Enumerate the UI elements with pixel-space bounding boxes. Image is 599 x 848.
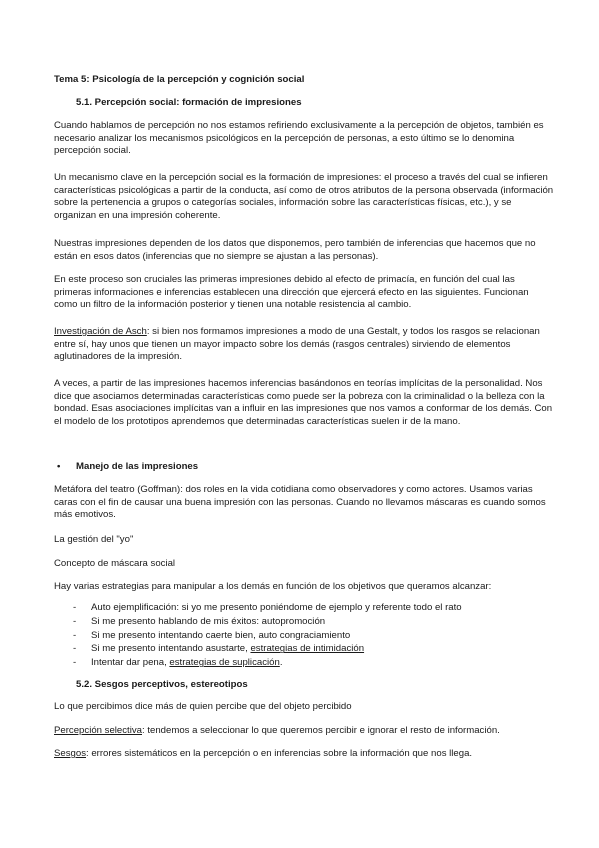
dash-icon: - — [73, 643, 77, 655]
link-intimidacion: estrategias de intimidación — [250, 643, 365, 655]
link-suplicacion: estrategias de suplicación — [169, 657, 280, 669]
bullet-text: Manejo de las impresiones — [76, 461, 199, 472]
strategies-list — [54, 602, 554, 671]
document-title: Tema 5: Psicología de la percepción y cognición social — [54, 74, 305, 85]
list-item-text: Si me presento intentando asustarte, estrategias de intimidación — [91, 643, 365, 655]
list-item — [54, 616, 554, 630]
paragraph-sesgos — [54, 748, 554, 761]
paragraph-lo-que-percibimos: Lo que percibimos dice más de quien percibe que del objeto percibido — [54, 701, 352, 712]
dash-icon: - — [73, 602, 77, 613]
paragraph-primeras-impresiones: En este proceso son cruciales las primeras impresiones debido al efecto de primacía, en función del cual las primeras informaciones e inferencias establecen una dirección que ejercerá efecto en las siguientes. Funcionan como un filtro de la información posterior y tienen una notable resistencia al cambio. — [54, 274, 529, 311]
list-item — [54, 643, 554, 657]
paragraph-asch — [54, 326, 554, 364]
list-item-text: Si me presento hablando de mis éxitos: autopromoción — [91, 615, 326, 627]
list-item — [54, 657, 554, 671]
paragraph-inferencias: Nuestras impresiones dependen de los datos que disponemos, pero también de inferencias que hacemos que no están en esos datos (inferencias que no siempre se ajustan a las personas). — [54, 238, 536, 262]
list-item — [54, 630, 554, 644]
list-item-text: Intentar dar pena, estrategias de suplicación. — [91, 657, 283, 669]
list-item-text: Auto ejemplificación: si yo me presento poniéndome de ejemplo y referente todo el rato — [91, 602, 462, 613]
dash-icon: - — [73, 615, 77, 627]
asch-text: : si bien nos formamos impresiones a modo de una Gestalt, y todos los rasgos se relacionan entre sí, hay unos que tienen un mayor impacto sobre los demás (rasgos centrales) sirviendo de elementos aglutinadores de la impresión. — [54, 326, 540, 363]
section-heading-5-1: 5.1. Percepción social: formación de impresiones — [76, 97, 302, 108]
asch-label: Investigación de Asch — [54, 326, 147, 337]
line-mascara-social: Concepto de máscara social — [54, 558, 176, 569]
paragraph-estrategias-intro: Hay varias estrategias para manipular a los demás en función de los objetivos que queramos alcanzar: — [54, 581, 492, 592]
sesgos-text: : errores sistemáticos en la percepción o en inferencias sobre la información que nos llega. — [86, 748, 473, 759]
percepcion-selectiva-label: Percepción selectiva — [54, 725, 142, 736]
list-item-text: Si me presento intentando caerte bien, auto congraciamiento — [91, 629, 351, 641]
paragraph-teorias-implicitas: A veces, a partir de las impresiones hacemos inferencias basándonos en teorías implícitas de la personalidad. Nos dice que asociamos determinadas características como puede ser la pobreza con la criminalidad o la belleza con la bondad. Esas asociaciones implícitas van a influir en las impresiones que nos vamos a conformar de los demás. Con el modelo de los prototipos aprendemos que determinadas características suelen ir de la mano. — [54, 378, 553, 427]
percepcion-selectiva-text: : tendemos a seleccionar lo que queremos percibir e ignorar el resto de información. — [142, 725, 500, 736]
sesgos-label: Sesgos — [54, 748, 86, 759]
paragraph-percepcion-selectiva — [54, 725, 554, 738]
paragraph-percepcion-social: Cuando hablamos de percepción no nos estamos refiriendo exclusivamente a la percepción de objetos, también es necesario analizar los mecanismos psicológicos en la percepción de personas, a esto último se lo denomina percepción social. — [54, 120, 544, 157]
list-item — [54, 602, 554, 616]
paragraph-formacion-impresiones: Un mecanismo clave en la percepción social es la formación de impresiones: el proceso a través del cual se infieren características psicológicas a partir de la conducta, así como de otros atributos de la persona observada (información sobre la pertenencia a grupos o categorías sociales, información sobre las características físicas, etc.), y se organizan en una impresión coherente. — [54, 172, 554, 221]
line-gestion-yo: La gestión del "yo" — [54, 534, 134, 545]
paragraph-goffman: Metáfora del teatro (Goffman): dos roles en la vida cotidiana como observadores y como actores. Usamos varias caras con el fin de causar una buena impresión con las personas. Cuando no llevamos máscaras es cuando somos más emotivos. — [54, 484, 546, 521]
dash-icon: - — [73, 629, 77, 641]
bullet-icon: • — [57, 461, 61, 472]
dash-icon: - — [73, 657, 77, 669]
section-heading-5-2: 5.2. Sesgos perceptivos, estereotipos — [76, 679, 248, 690]
